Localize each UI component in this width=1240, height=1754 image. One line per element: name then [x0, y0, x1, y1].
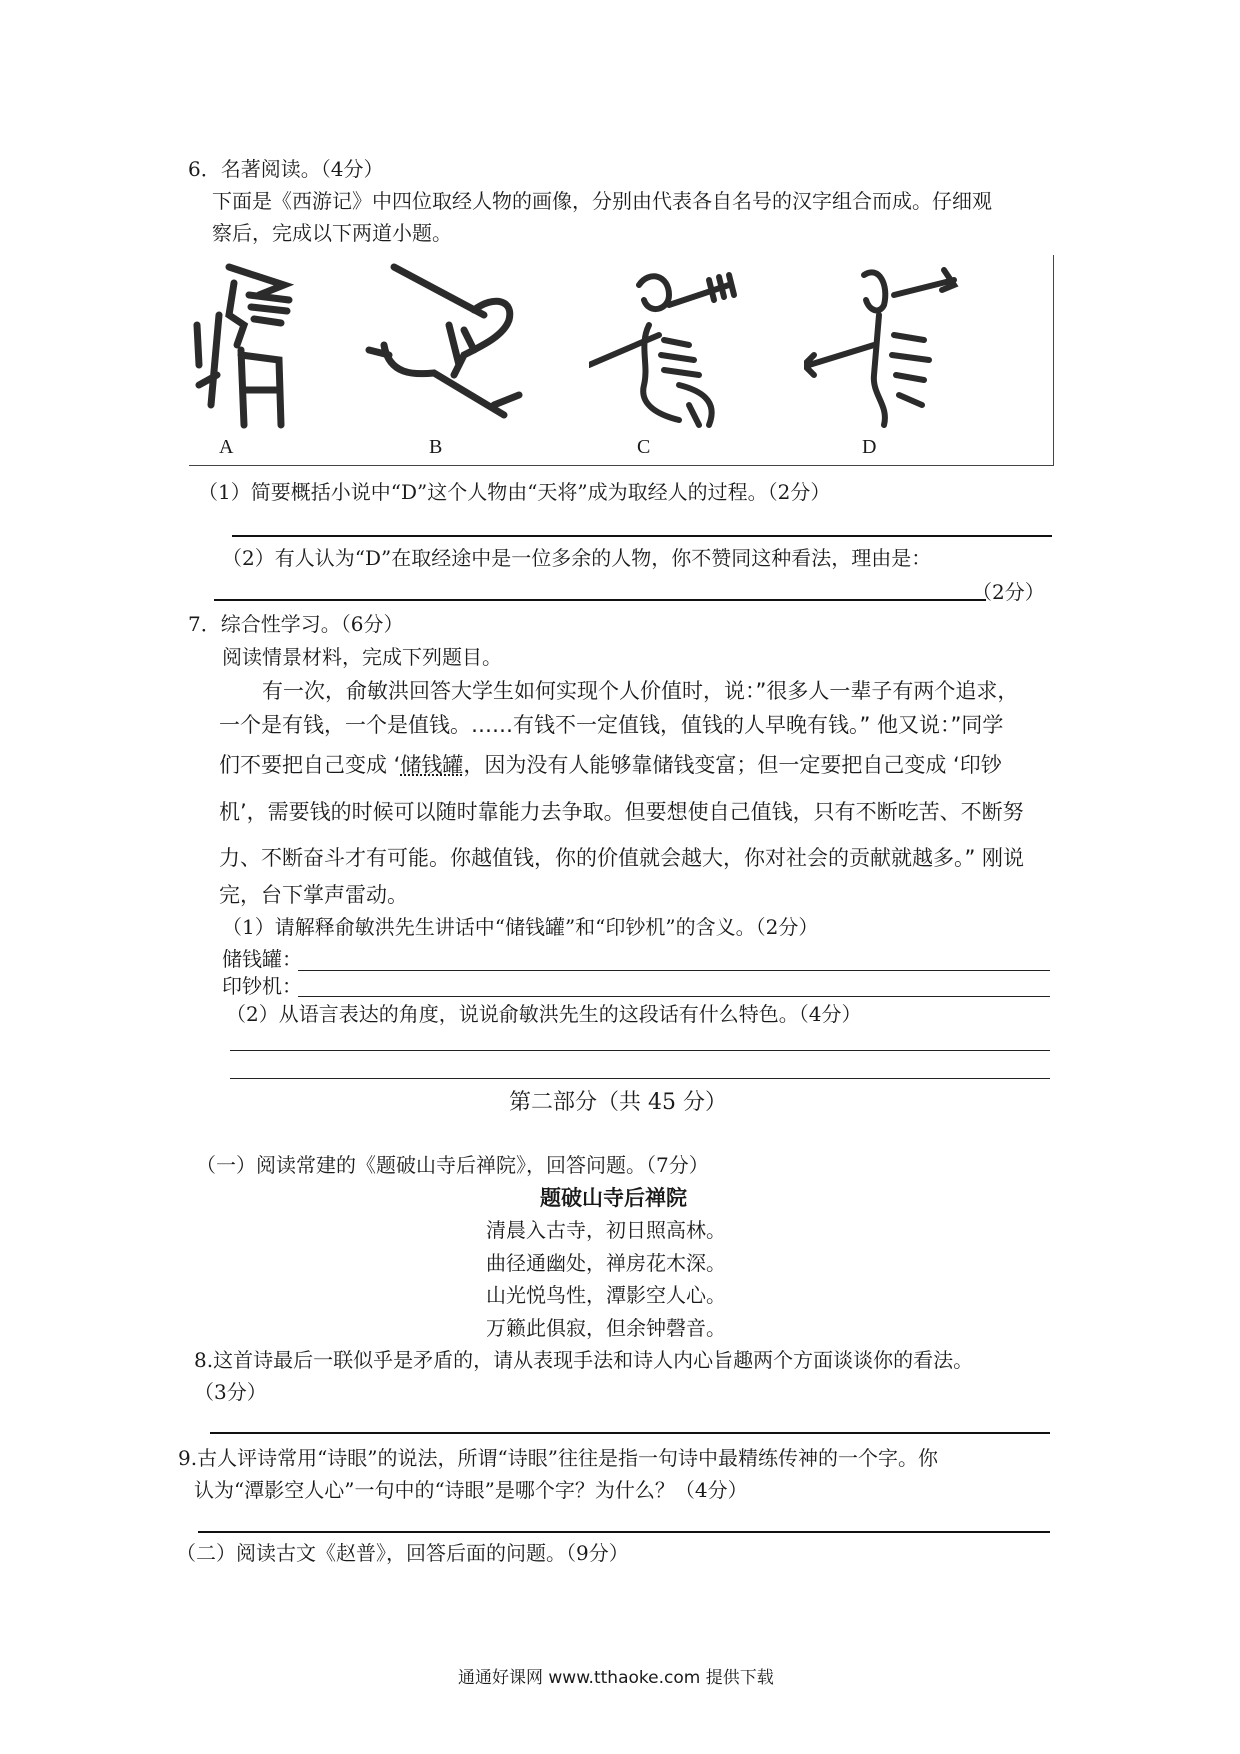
- calligraphy-figure-tang-icon: [189, 255, 349, 458]
- para-line4-rest: ’，需要钱的时候可以随时靠能力去争取。但要想使自己值钱，只有不断吃苦、不断努: [240, 800, 1024, 824]
- q6-sub1: （1）简要概括小说中“D”这个人物由“天将”成为取经人的过程。（2分）: [198, 480, 831, 504]
- q8-line1: 8.这首诗最后一联似乎是矛盾的，请从表现手法和诗人内心旨趣两个方面谈谈你的看法。: [194, 1348, 974, 1372]
- q7-sub2-answer-line1[interactable]: [230, 1050, 1050, 1051]
- figure-label-b: B: [429, 436, 443, 458]
- q7-para-line6: 完，台下掌声雷动。: [219, 883, 408, 907]
- term-chuqianguan: 储钱罐: [400, 753, 464, 777]
- part2-section2: （二）阅读古文《赵普》，回答后面的问题。（9分）: [176, 1541, 629, 1565]
- q7-sub1: （1）请解释俞敏洪先生讲话中“储钱罐”和“印钞机”的含义。（2分）: [222, 915, 819, 939]
- q7-label-yinchaoji: 印钞机：: [222, 974, 302, 998]
- part2-title: 第二部分（共 45 分）: [509, 1090, 727, 1115]
- calligraphy-figure-bajie-icon: [589, 255, 789, 458]
- calligraphy-figure-wujing-icon: [804, 255, 1004, 458]
- q7-para-line4: [219, 797, 1024, 827]
- q8-line2: （3分）: [194, 1380, 267, 1404]
- figure-label-a: A: [219, 436, 234, 458]
- para-line3-start: 们不要把自己变成 ‘: [219, 753, 401, 777]
- q6-sub2-answer-line[interactable]: [214, 599, 986, 601]
- term-ji: 机: [219, 800, 240, 824]
- poem-title: 题破山寺后禅院: [540, 1186, 687, 1210]
- q7-heading: 7．综合性学习。（6分）: [188, 612, 404, 636]
- q9-answer-line[interactable]: [198, 1531, 1050, 1533]
- q7-label-chuqianguan: 储钱罐：: [222, 947, 302, 971]
- calligraphy-figure-wukong-icon: [364, 255, 564, 458]
- q7-para-line2: 一个是有钱，一个是值钱。……有钱不一定值钱，值钱的人早晚有钱。” 他又说：”同学: [219, 713, 1004, 737]
- poem-line4: 万籁此俱寂，但余钟磬音。: [486, 1316, 726, 1340]
- part2-section1: （一）阅读常建的《题破山寺后禅院》，回答问题。（7分）: [196, 1153, 709, 1177]
- q6-sub2: （2）有人认为“D”在取经途中是一位多余的人物，你不赞同这种看法，理由是：: [222, 546, 932, 570]
- journey-west-figures: [189, 255, 1054, 466]
- q6-intro-line1: 下面是《西游记》中四位取经人物的画像，分别由代表各自名号的汉字组合而成。仔细观: [212, 189, 992, 213]
- q6-heading: 6．名著阅读。（4分）: [188, 157, 384, 181]
- figure-label-c: C: [637, 436, 651, 458]
- chuqianguan-answer-line[interactable]: [298, 970, 1050, 971]
- q8-answer-line[interactable]: [210, 1432, 1050, 1434]
- q9-line1: 9.古人评诗常用“诗眼”的说法，所谓“诗眼”往往是指一句诗中最精练传神的一个字。你: [178, 1446, 938, 1470]
- q7-sub2-answer-line2[interactable]: [230, 1078, 1050, 1079]
- poem-line3: 山光悦鸟性，潭影空人心。: [486, 1283, 726, 1307]
- q7-para-line5: 力、不断奋斗才有可能。你越值钱，你的价值就会越大，你对社会的贡献就越多。” 刚说: [219, 846, 1025, 870]
- page-footer: 通通好课网 www.tthaoke.com 提供下载: [458, 1668, 774, 1688]
- q7-para-line3: [219, 750, 1002, 780]
- q6-intro-line2: 察后，完成以下两道小题。: [212, 221, 452, 245]
- q7-para-line1: 有一次，俞敏洪回答大学生如何实现个人价值时，说：”很多人一辈子有两个追求，: [262, 679, 1019, 703]
- q6-sub1-answer-line[interactable]: [232, 535, 1052, 537]
- q9-line2: 认为“潭影空人心”一句中的“诗眼”是哪个字？为什么？（4分）: [194, 1478, 748, 1502]
- para-line3-mid: ，因为没有人能够靠储钱变富；但一定要把自己变成 ‘: [463, 753, 960, 777]
- term-yinchao: 印钞: [959, 753, 1002, 777]
- poem-line2: 曲径通幽处，禅房花木深。: [486, 1251, 726, 1275]
- yinchaoji-answer-line[interactable]: [298, 996, 1050, 997]
- poem-line1: 清晨入古寺，初日照高林。: [486, 1218, 726, 1242]
- figure-label-d: D: [862, 436, 877, 458]
- q7-intro: 阅读情景材料，完成下列题目。: [222, 645, 502, 669]
- q6-sub2-score: （2分）: [972, 580, 1045, 604]
- q7-sub2: （2）从语言表达的角度，说说俞敏洪先生的这段话有什么特色。（4分）: [226, 1002, 862, 1026]
